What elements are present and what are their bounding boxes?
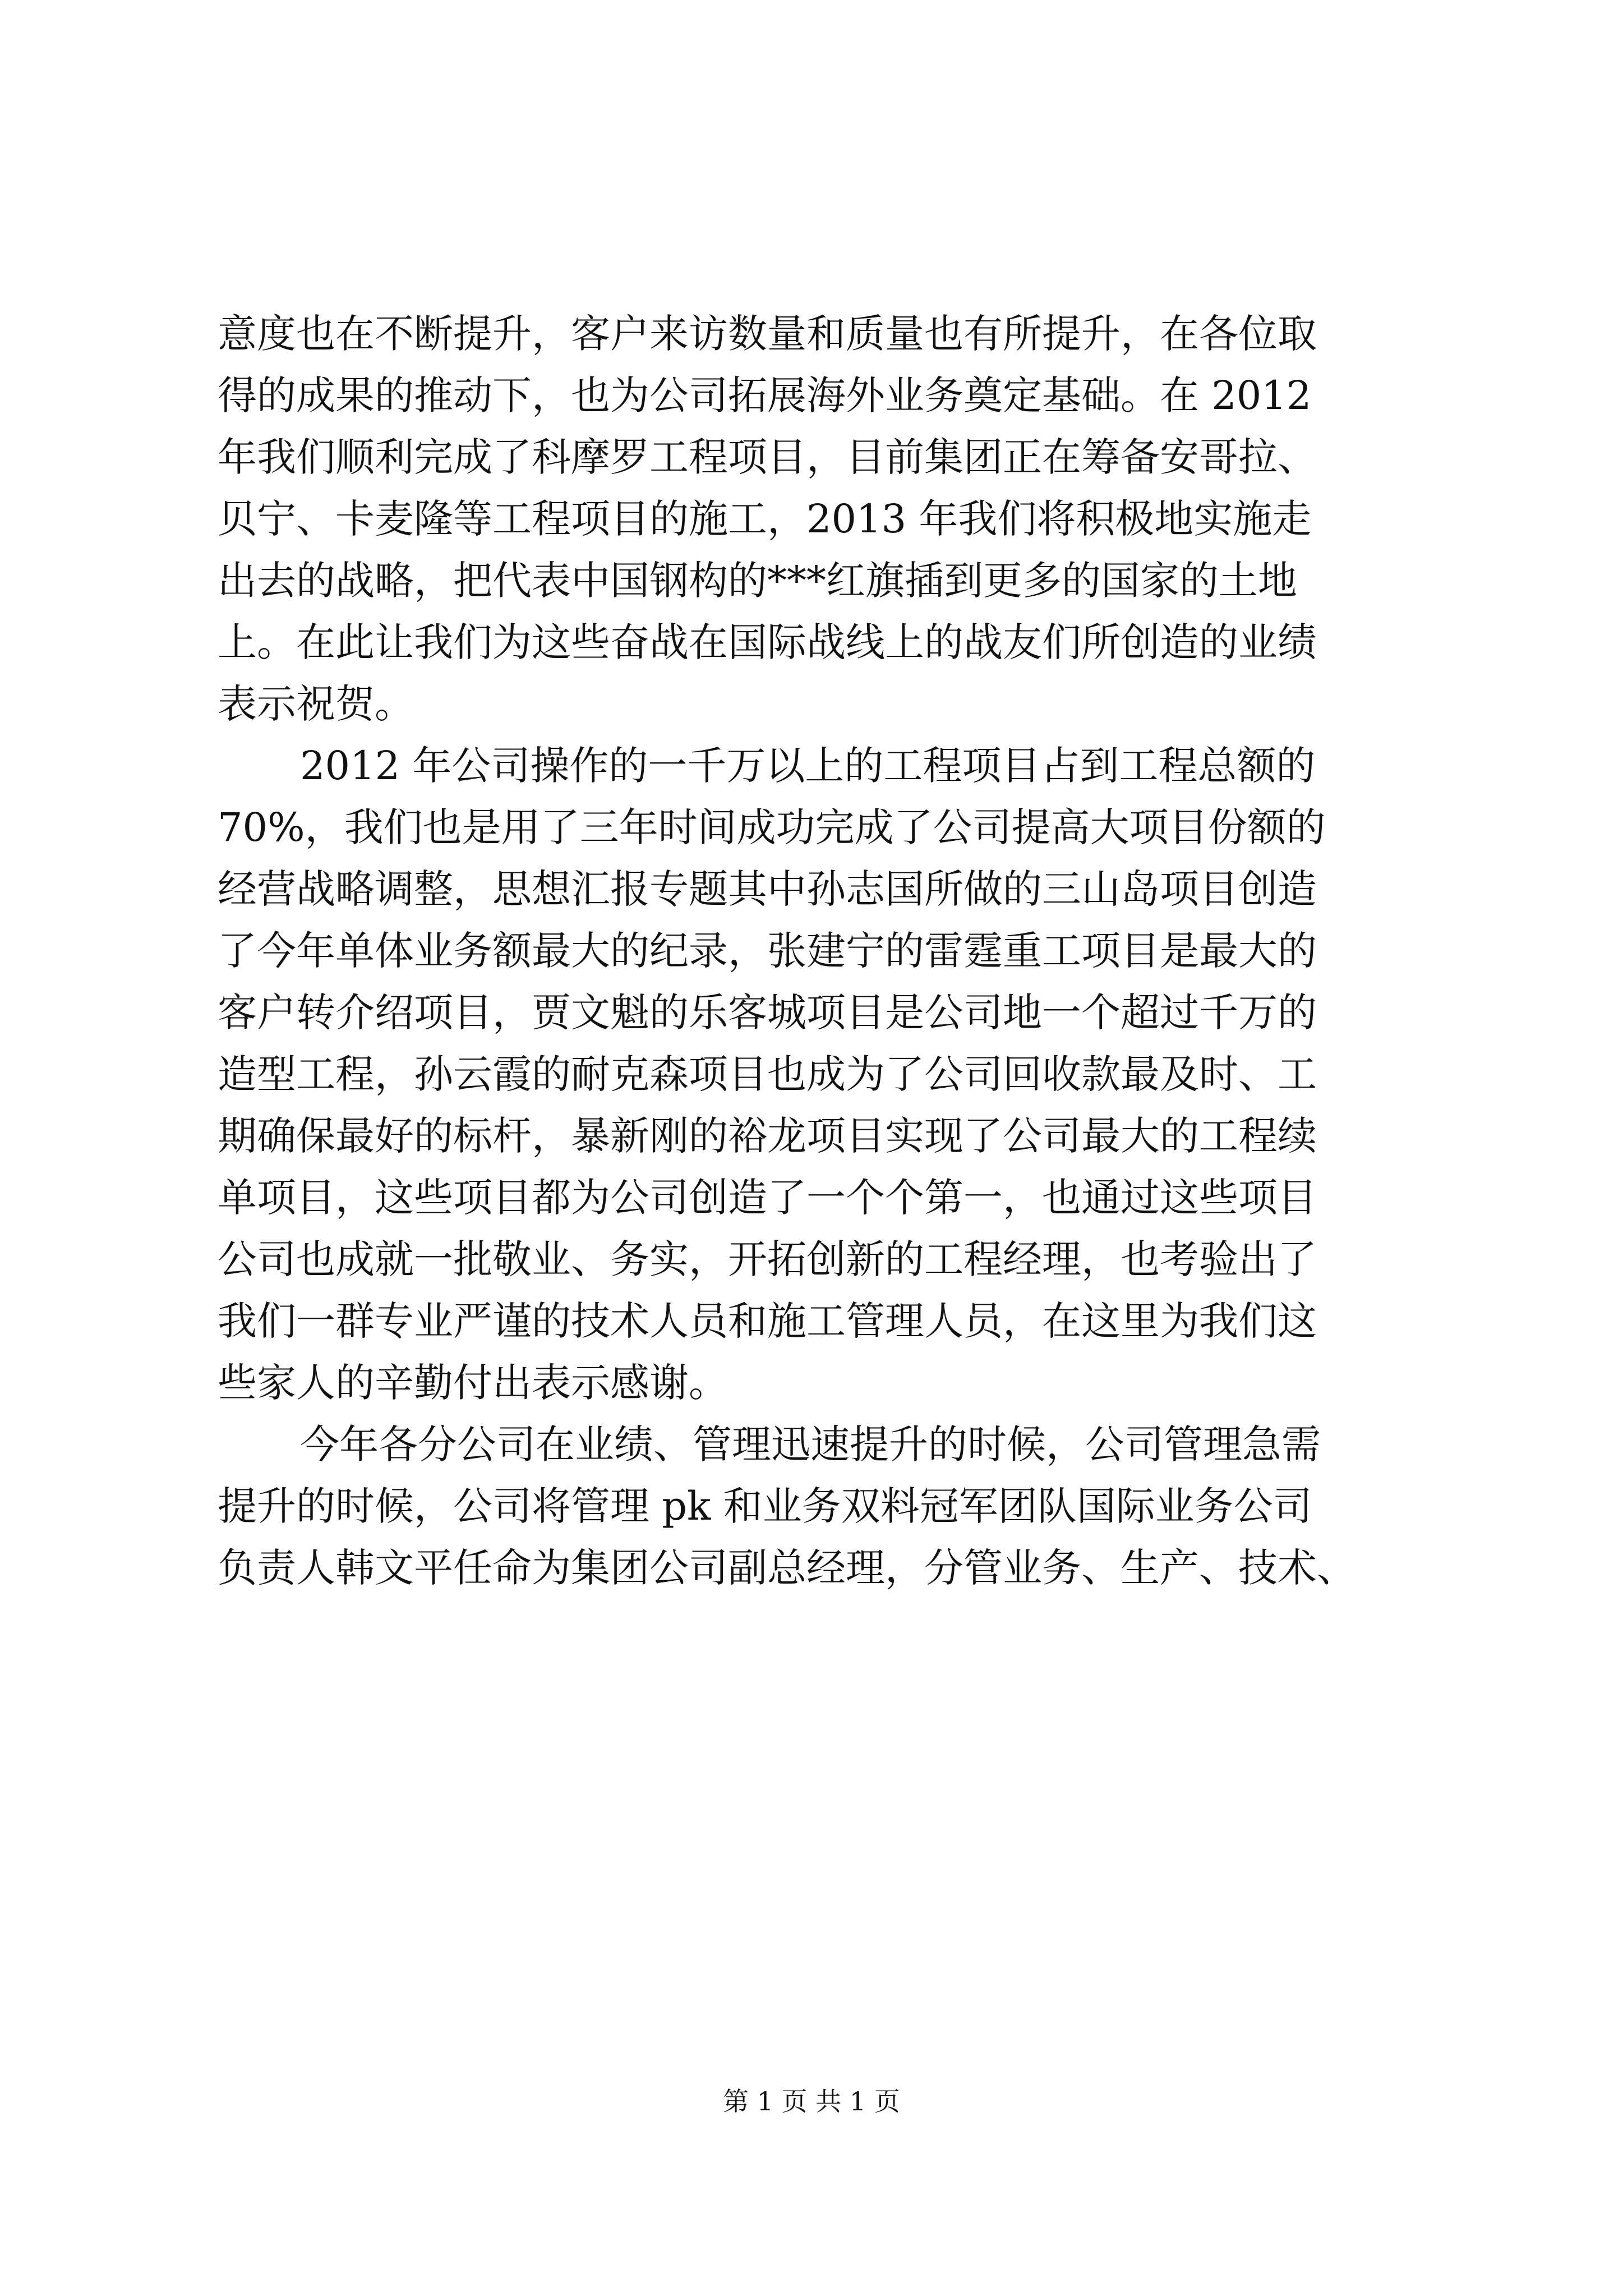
text-line: 表示祝贺。 [218, 681, 414, 727]
text-line: 造型工程，孙云霞的耐克森项目也成为了公司回收款最及时、工 [218, 1051, 1317, 1097]
text-line: 贝宁、卡麦隆等工程项目的施工，2013 年我们将积极地实施走 [218, 496, 1312, 542]
text-line: 年我们顺利完成了科摩罗工程项目，目前集团正在筹备安哥拉、 [218, 434, 1317, 480]
text-line: 得的成果的推动下，也为公司拓展海外业务奠定基础。在 2012 [218, 372, 1312, 418]
text-line: 期确保最好的标杆，暴新刚的裕龙项目实现了公司最大的工程续 [218, 1113, 1317, 1159]
text-line: 公司也成就一批敬业、务实，开拓创新的工程经理，也考验出了 [218, 1236, 1317, 1282]
text-line: 出去的战略，把代表中国钢构的***红旗插到更多的国家的土地 [218, 558, 1297, 604]
text-line: 单项目，这些项目都为公司创造了一个个第一，也通过这些项目 [218, 1175, 1317, 1221]
text-line: 上。在此让我们为这些奋战在国际战线上的战友们所创造的业绩 [218, 619, 1317, 665]
text-line: 客户转介绍项目，贾文魁的乐客城项目是公司地一个超过千万的 [218, 990, 1317, 1036]
text-line: 了今年单体业务额最大的纪录，张建宁的雷霆重工项目是最大的 [218, 928, 1317, 974]
page-number-footer: 第 1 页 共 1 页 [723, 2086, 900, 2116]
text-line: 我们一群专业严谨的技术人员和施工管理人员，在这里为我们这 [218, 1298, 1317, 1344]
text-line: 提升的时候，公司将管理 pk 和业务双料冠军团队国际业务公司 [218, 1483, 1312, 1529]
text-line: 些家人的辛勤付出表示感谢。 [218, 1360, 728, 1406]
text-line: 意度也在不断提升，客户来访数量和质量也有所提升，在各位取 [218, 311, 1317, 357]
paragraph-first-line: 今年各分公司在业绩、管理迅速提升的时候，公司管理急需 [300, 1421, 1321, 1467]
paragraph-first-line: 2012 年公司操作的一千万以上的工程项目占到工程总额的 [300, 743, 1316, 789]
text-line: 负责人韩文平任命为集团公司副总经理，分管业务、生产、技术、 [218, 1545, 1356, 1591]
text-line: 70%，我们也是用了三年时间成功完成了公司提高大项目份额的 [218, 804, 1326, 850]
text-line: 经营战略调整，思想汇报专题其中孙志国所做的三山岛项目创造 [218, 866, 1317, 912]
